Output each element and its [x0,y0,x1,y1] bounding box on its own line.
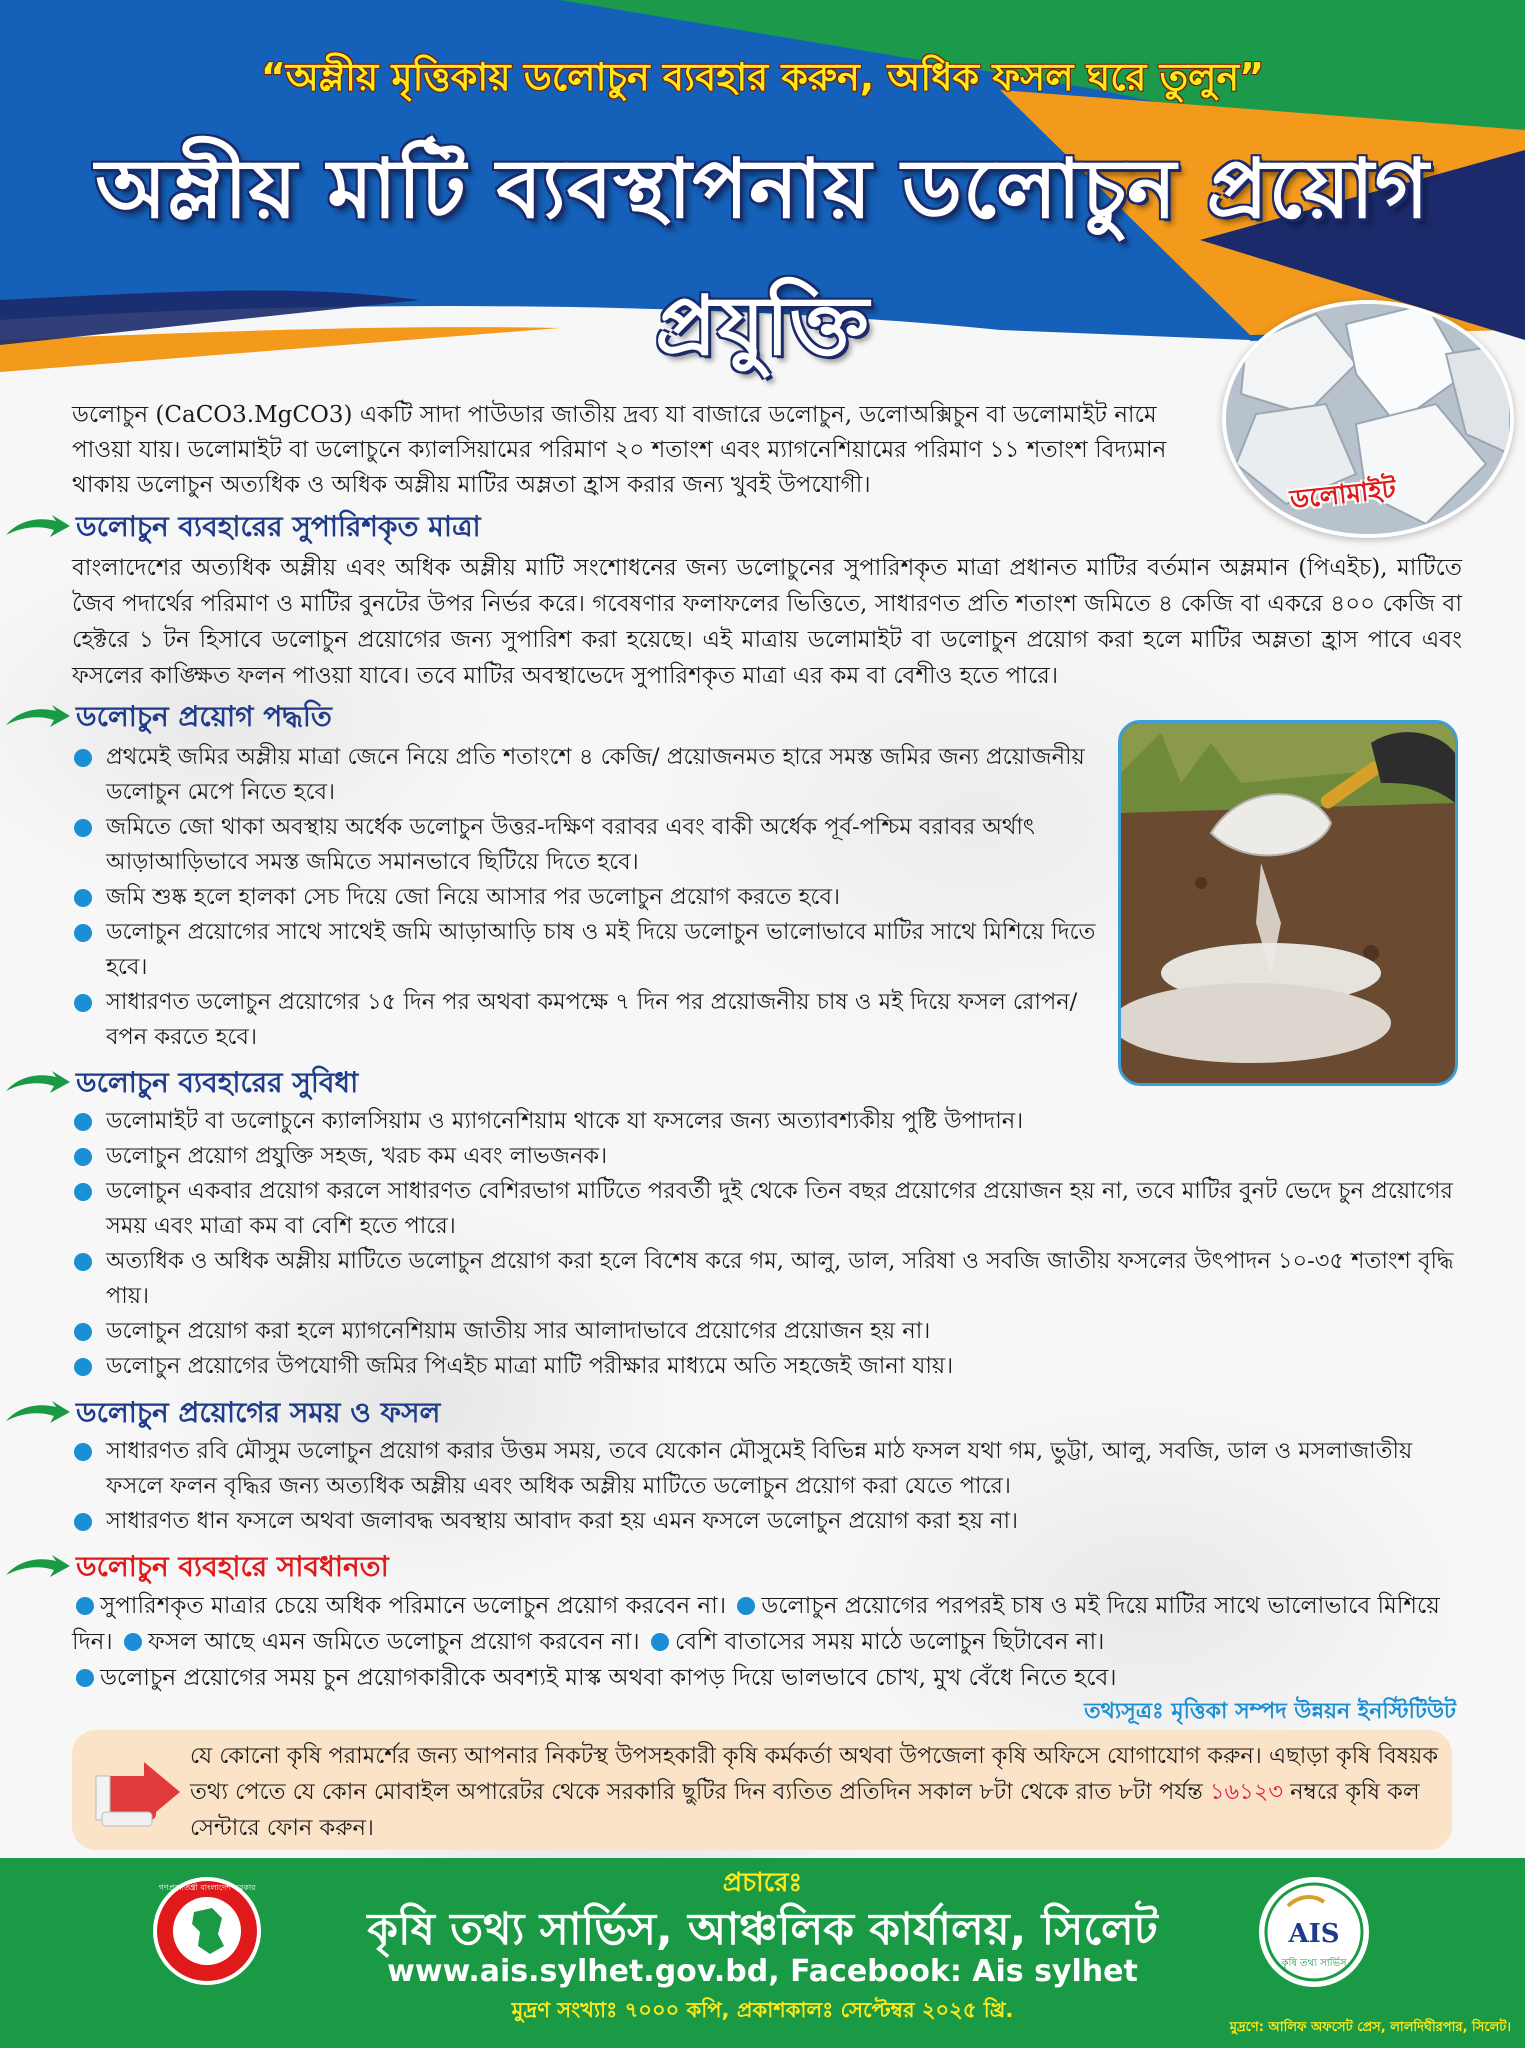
footer-website: www.ais.sylhet.gov.bd, Facebook: Ais sylhet [387,1954,1138,1989]
section-heading-method [6,698,332,738]
intro-paragraph: ডলোচুন (CaCO3.MgCO3) একটি সাদা পাউডার জাতীয় দ্রব্য যা বাজারে ডলোচুন, ডলোঅক্সিচুন বা ডলোমাইট নামে পাওয়া যায়। ডলোমাইট বা ডলোচুনে ক্যালসিয়ামের পরিমাণ ২০ শতাংশ এবং ম্যাগনেশিয়ামের পরিমাণ ১১ শতাংশ বিদ্যমান থাকায় ডলোচুন অত্যধিক ও অধিক অম্লীয় মাটির অম্লতা হ্রাস করার জন্য খুবই উপযোগী। [72,402,1167,498]
section-heading-caution [6,1548,389,1588]
seal-text: গণপ্রজাতন্ত্রী বাংলাদেশ সরকার [158,1883,256,1892]
dosage-paragraph: বাংলাদেশের অত্যধিক অম্লীয় এবং অধিক অম্লীয় মাটি সংশোধনের জন্য ডলোচুনের সুপারিশকৃত মাত্রা প্রধানত মাটির বর্তমান অম্লমান (পিএইচ), মাটিতে জৈব পদার্থের পরিমাণ ও মাটির বুনটের উপর নির্ভর করে। গবেষণার ফলাফলের ভিত্তিতে, সাধারণত প্রতি শতাংশ জমিতে ৪ কেজি বা একরে ৪০০ কেজি বা হেক্টরে ১ টন হিসাবে ডলোচুন প্রয়োগের জন্য সুপারিশ করা হয়েছে। এই মাত্রায় ডলোমাইট বা ডলোচুন প্রয়োগ করা হলে মাটির অম্লতা হ্রাস পাবে এবং ফসলের কাঙ্ক্ষিত ফলন পাওয়া যাবে। তবে মাটির অবস্থাভেদে সুপারিশকৃত মাত্রা এর কম বা বেশীও হতে পারে। [72,555,1462,689]
list-item: জমিতে জো থাকা অবস্থায় অর্ধেক ডলোচুন উত্তর-দক্ষিণ বরাবর এবং বাকী অর্ধেক পূর্ব-পশ্চিম বরাবর অর্থাৎ আড়াআড়িভাবে সমস্ত জমিতে সমানভাবে ছিটিয়ে দিতে হবে। [72,810,1102,880]
list-item: ডলোচুন প্রয়োগের সাথে সাথেই জমি আড়াআড়ি চাষ ও মই দিয়ে ডলোচুন ভালোভাবে মাটির সাথে মিশিয়ে দিতে হবে। [72,915,1102,985]
pointing-hand-icon [92,1752,182,1832]
list-item: জমি শুষ্ক হলে হালকা সেচ দিয়ে জো নিয়ে আসার পর ডলোচুন প্রয়োগ করতে হবে। [72,880,1102,915]
list-item: ডলোচুন প্রয়োগের উপযোগী জমির পিএইচ মাত্রা মাটি পরীক্ষার মাধ্যমে অতি সহজেই জানা যায়। [72,1349,1462,1384]
list-item: ডলোচুন প্রয়োগ প্রযুক্তি সহজ, খরচ কম এবং লাভজনক। [72,1139,1462,1174]
section-heading-text: ডলোচুন প্রয়োগের সময় ও ফসল [76,1395,441,1429]
footer-press: মুদ্রণে: আলিফ অফসেট প্রেস, লালদিঘীরপার, সিলেট। [1229,2020,1511,2035]
info-text-main: যে কোনো কৃষি পরামর্শের জন্য আপনার নিকটস্থ উপসহকারী কৃষি কর্মকর্তা অথবা উপজেলা কৃষি অফিসে যোগাযোগ করুন। এছাড়া কৃষি বিষয়ক তথ্য পেতে যে কোন মোবাইল অপারেটর থেকে সরকারি ছুটির দিন ব্যতিত প্রতিদিন সকাল ৮টা থেকে রাত ৮টা পর্যন্ত [190,1743,1439,1805]
section-heading-text: ডলোচুন ব্যবহারের সুবিধা [76,1065,359,1099]
section-heading-timing [6,1394,440,1434]
list-item: প্রথমেই জমির অম্লীয় মাত্রা জেনে নিয়ে প্রতি শতাংশে ৪ কেজি/ প্রয়োজনমত হারে সমস্ত জমির জন্য প্রয়োজনীয় ডলোচুন মেপে নিতে হবে। [72,740,1102,810]
method-list [72,740,1102,1055]
list-item: সাধারণত ডলোচুন প্রয়োগের ১৫ দিন পর অথবা কমপক্ষে ৭ দিন পর প্রয়োজনীয় চাষ ও মই দিয়ে ফসল রোপন/ বপন করতে হবে। [72,985,1102,1055]
info-text [190,1738,1440,1846]
list-item: ডলোচুন একবার প্রয়োগ করলে সাধারণত বেশিরভাগ মাটিতে পরবর্তী দুই থেকে তিন বছর প্রয়োগের প্রয়োজন হয় না, তবে মাটির বুনট ভেদে চুন প্রয়োগের সময় এবং মাত্রা কম বা বেশি হতে পারে। [72,1174,1462,1244]
footer-print-info: মুদ্রণ সংখ্যাঃ ৭০০০ কপি, প্রকাশকালঃ সেপ্টেম্বর ২০২৫ খ্রি. [511,1998,1014,2022]
call-center-number: ১৬১২৩ [1209,1779,1283,1805]
bullet-dot [76,1597,94,1615]
green-arrow-icon [6,705,70,731]
page-title: অম্লীয় মাটি ব্যবস্থাপনায় ডলোচুন প্রয়োগ প্রযুক্তি [95,142,1430,374]
caution-item: বেশি বাতাসের সময় মাঠে ডলোচুন ছিটাবেন না। [674,1629,1105,1655]
section-heading-text: ডলোচুন প্রয়োগ পদ্ধতি [76,699,332,733]
bullet-dot [76,1669,94,1687]
list-item: সাধারণত ধান ফসলে অথবা জলাবদ্ধ অবস্থায় আবাদ করা হয় এমন ফসলে ডলোচুন প্রয়োগ করা হয় না। [72,1504,1462,1539]
green-arrow-icon [6,1071,70,1097]
list-item: ডলোমাইট বা ডলোচুনে ক্যালসিয়াম ও ম্যাগনেশিয়াম থাকে যা ফসলের জন্য অত্যাবশ্যকীয় পুষ্টি উপাদান। [72,1104,1462,1139]
section-heading-dosage [6,508,481,548]
bullet-dot [737,1597,755,1615]
source-credit: তথ্যসূত্রঃ মৃত্তিকা সম্পদ উন্নয়ন ইনস্টিটিউট [1084,1699,1456,1724]
list-item: সাধারণত রবি মৌসুম ডলোচুন প্রয়োগ করার উত্তম সময়, তবে যেকোন মৌসুমেই বিভিন্ন মাঠ ফসল যথা গম, ভুট্টা, আলু, সবজি, ডাল ও মসলাজাতীয় ফসলে ফলন বৃদ্ধির জন্য অত্যধিক অম্লীয় এবং অধিক অম্লীয় মাটিতে ডলোচুন প্রয়োগ করা যেতে পারে। [72,1434,1462,1504]
section-heading-text: ডলোচুন ব্যবহারের সুপারিশকৃত মাত্রা [76,509,481,543]
ais-logo-text: AIS [1288,1919,1340,1949]
info-text-end: নম্বরে কৃষি কল সেন্টারে ফোন করুন। [190,1779,1420,1841]
application-photo [1118,720,1458,1086]
footer-organization: কৃষি তথ্য সার্ভিস, আঞ্চলিক কার্যালয়, সিলেট [367,1904,1158,1955]
footer-label: প্রচারেঃ [722,1868,803,1898]
bullet-dot [651,1633,669,1651]
slogan: “অম্লীয় মৃত্তিকায় ডলোচুন ব্যবহার করুন, অধিক ফসল ঘরে তুলুন” [260,55,1265,99]
bullet-dot [124,1633,142,1651]
green-arrow-icon [6,515,70,541]
caution-item: ডলোচুন প্রয়োগের পরপরই চাষ ও মই দিয়ে মাটির সাথে ভালোভাবে মিশিয়ে দিন। [72,1593,1440,1655]
list-item: ডলোচুন প্রয়োগ করা হলে ম্যাগনেশিয়াম জাতীয় সার আলাদাভাবে প্রয়োগের প্রয়োজন হয় না। [72,1314,1462,1349]
benefits-list [72,1104,1462,1384]
caution-item: ডলোচুন প্রয়োগের সময় চুন প্রয়োগকারীকে অবশ্যই মাস্ক অথবা কাপড় দিয়ে ভালভাবে চোখ, মুখ বেঁধে নিতে হবে। [100,1665,1117,1691]
green-arrow-icon [6,1401,70,1427]
caution-item: ফসল আছে এমন জমিতে ডলোচুন প্রয়োগ করবেন না। [147,1629,640,1655]
timing-list [72,1434,1462,1539]
ais-logo-sub: কৃষি তথ্য সার্ভিস [1281,1958,1347,1969]
section-heading-benefits [6,1064,358,1104]
list-item: অত্যধিক ও অধিক অম্লীয় মাটিতে ডলোচুন প্রয়োগ করা হলে বিশেষ করে গম, আলু, ডাল, সরিষা ও সবজি জাতীয় ফসলের উৎপাদন ১০-৩৫ শতাংশ বৃদ্ধি পায়। [72,1244,1462,1314]
dolomite-label: ডলোমাইট [1288,474,1398,516]
green-arrow-icon [6,1555,70,1581]
caution-item: সুপারিশকৃত মাত্রার চেয়ে অধিক পরিমানে ডলোচুন প্রয়োগ করবেন না। [100,1593,727,1619]
caution-paragraph [72,1588,1462,1696]
section-heading-text: ডলোচুন ব্যবহারে সাবধানতা [76,1549,389,1583]
